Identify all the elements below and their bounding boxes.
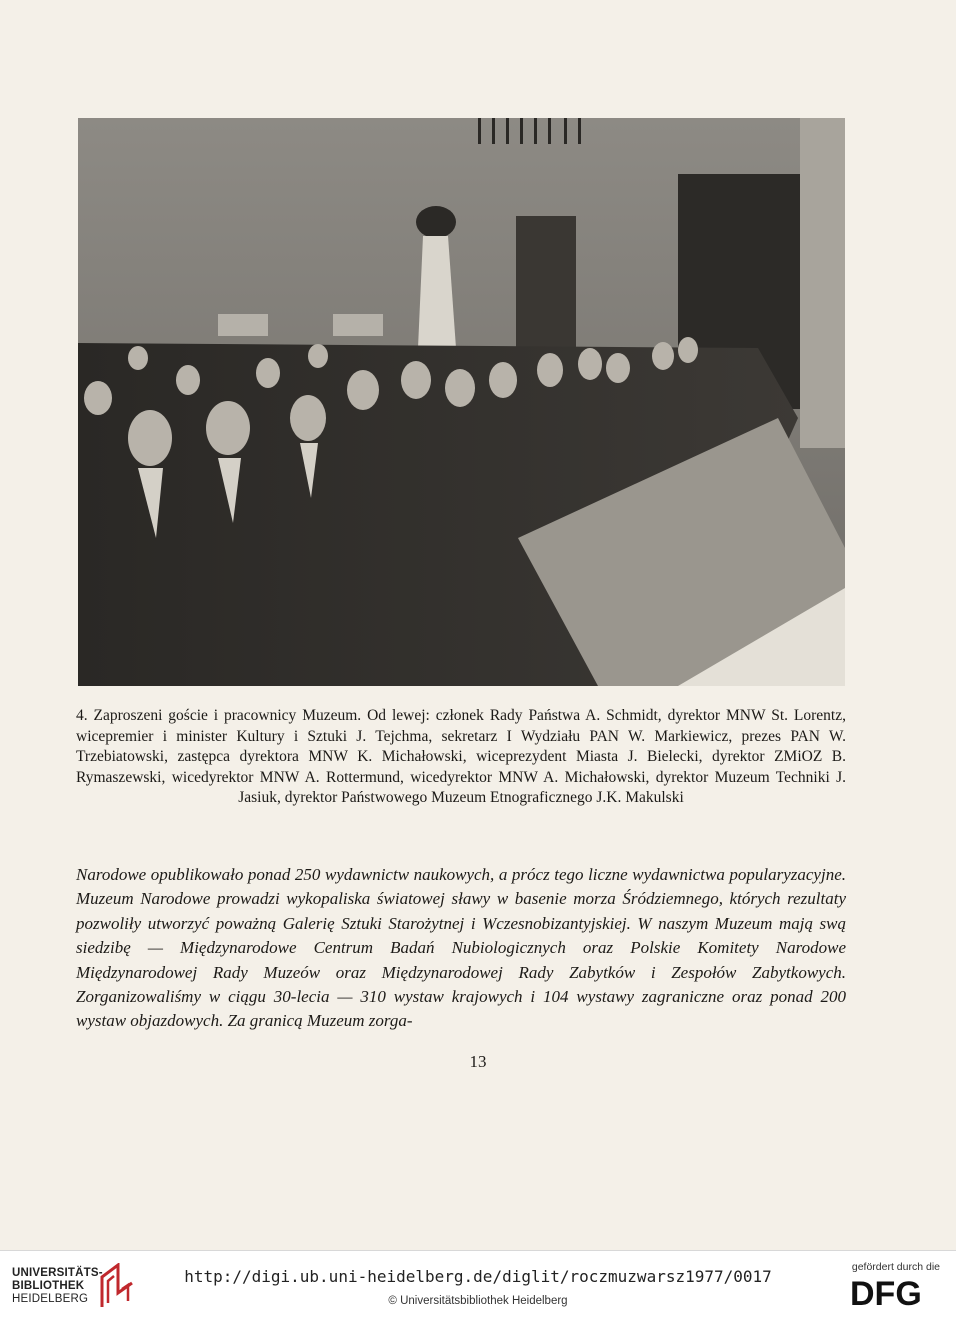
library-name-line-2: BIBLIOTHEK xyxy=(12,1280,85,1292)
digitization-footer xyxy=(0,1250,956,1320)
dfg-logo-icon xyxy=(850,1275,940,1309)
library-name-line-3: HEIDELBERG xyxy=(12,1293,89,1305)
library-name-line-1: UNIVERSITÄTS- xyxy=(12,1267,103,1279)
permalink-url[interactable]: http://digi.ub.uni-heidelberg.de/diglit/roczmuzwarsz1977/0017 xyxy=(184,1267,772,1286)
dfg-logo-text: DFG xyxy=(850,1275,922,1309)
body-paragraph: Narodowe opublikowało ponad 250 wydawnictw naukowych, a prócz tego liczne wydawnictwa popularyzacyjne. Muzeum Narodowe prowadzi wykopaliska światowej sławy w basenie morza Śródziemnego, których rezultaty pozwoliły utworzyć poważną Galerię Sztuki Starożytnej i Wczesnobizantyjskiej. W naszym Muzeum mają swą siedzibę — Międzynarodowe Centrum Badań Nubiologicznych oraz Polskie Komitety Narodowe Międzynarodowej Rady Muzeów oraz Międzynarodowej Rady Zabytków i Zespołów Zabytkowych. Zorganizowaliśmy w ciągu 30-lecia — 310 wystaw krajowych i 104 wystawy zagraniczne oraz ponad 200 wystaw objazdowych. Za granicą Muzeum zorga- xyxy=(76,865,846,1031)
funder-note: gefördert durch die xyxy=(851,1261,940,1273)
page-number: 13 xyxy=(469,1052,487,1071)
audience-photo xyxy=(78,118,845,686)
audience-photo-illustration xyxy=(78,118,845,686)
copyright-notice: © Universitätsbibliothek Heidelberg xyxy=(388,1295,568,1307)
photo-caption: 4. Zaproszeni goście i pracownicy Muzeum. Od lewej: członek Rady Państwa A. Schmidt, dyrektor MNW St. Lorentz, wicepremier i minister Kultury i Sztuki J. Tejchma, sekretarz I Wydziału PAN W. Markiewicz, prezes PAN W. Trzebiatowski, zastępca dyrektora MNW K. Michałowski, wiceprezydent Miasta J. Bielecki, dyrektor ZMiOZ B. Rymaszewski, wicedyrektor MNW A. Rottermund, wicedyrektor MNW A. Michałowski, dyrektor Muzeum Techniki J. Jasiuk, dyrektor Państwowego Muzeum Etnograficznego J.K. Makulski xyxy=(76,707,846,807)
